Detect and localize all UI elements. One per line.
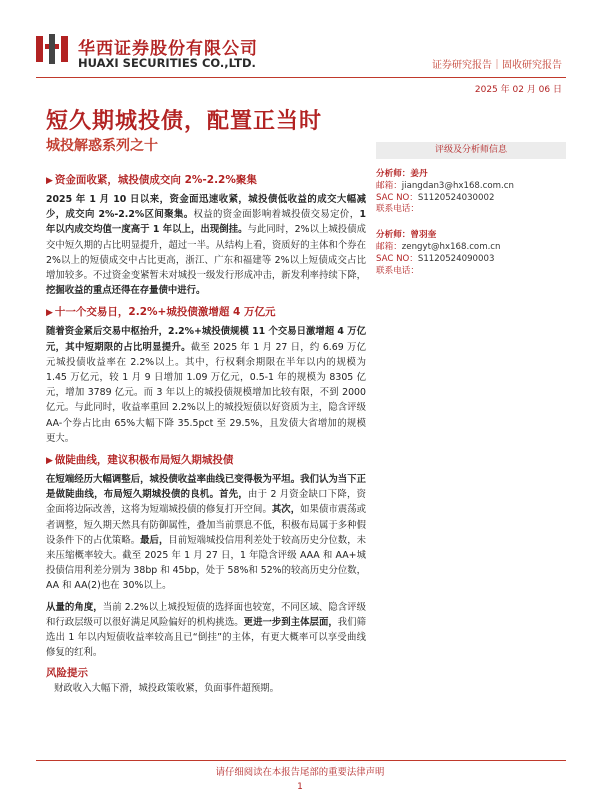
report-date: 2025 年 02 月 06 日 (474, 85, 562, 95)
report-body (46, 172, 366, 696)
text-run: 由于 2 月资金缺口下降，资金面将边际改善，这将为短端城投债的修复打开空间。 (46, 489, 366, 516)
bold-text-run: 挖掘收益的重点还得在存量债中进行。 (46, 285, 206, 297)
bold-text-run: 其次， (271, 504, 301, 516)
sac-number: S1120524030002 (417, 192, 495, 203)
triangle-bullet-icon: ▶ (46, 176, 53, 186)
sidebar-heading: 评级及分析师信息 (376, 142, 566, 159)
section-heading-text: 十一个交易日，2.2%+城投债激增超 4 万亿元 (54, 306, 276, 319)
section-heading (46, 304, 366, 321)
series-title: 城投解惑系列之十 (46, 138, 158, 154)
risk-heading: 风险提示 (46, 667, 88, 680)
header-divider (36, 77, 566, 78)
analyst-email[interactable]: zengyt@hx168.com.cn (401, 241, 501, 252)
report-header (0, 0, 600, 95)
email-label: 邮箱： (376, 180, 402, 191)
sac-label: SAC NO： (376, 253, 418, 264)
text-run: 目前短端城投信用利差处于较高历史分位数，未来压缩概率较大。截至 2025 年 1 月 27 日，1 年隐含评级 AAA 和 AA+城投债信用利差分别为 38bp 和 45bp，处于 58%和 52%的较高历史分位数，AA 和 AA(2)也在 30%以上。 (46, 534, 366, 592)
body-paragraph (46, 324, 366, 446)
risk-text: 财政收入大幅下滑，城投政策收紧，负面事件超预期。 (54, 683, 280, 695)
company-name-en: HUAXI SECURITIES CO.,LTD. (78, 56, 256, 70)
bold-text-run: 在短端经历大幅调整后，城投债收益率曲线已变得极为平坦。我们认为当下正是做陡曲线，布局短久期城投债的良机。首先， (46, 474, 366, 501)
analyst-card (376, 169, 566, 216)
analyst-card (376, 230, 566, 277)
body-paragraph (46, 192, 366, 298)
sac-number: S1120524090003 (417, 253, 495, 264)
page-number: 1 (297, 782, 303, 792)
text-run: 与此同时，2%以上城投债成交中短久期的占比明显提升，超过一半。从结构上看，资质好的主体和个券在 2%以上的短债成交中占比更高，浙江、广东和福建等 2%以上短债成交占比增加较多。不过资金变紧暂未对城投一级发行形成冲击，新发利率持续下降， (46, 224, 366, 282)
analyst-name: 分析师：曾羽奎 (376, 230, 437, 241)
section-heading-text: 资金面收紧，城投债成交向 2%-2.2%聚集 (54, 174, 257, 186)
sections-container (46, 172, 366, 660)
company-name-cn: 华西证券股份有限公司 (78, 39, 258, 59)
section-heading-text: 做陡曲线，建议积极布局短久期城投债 (54, 454, 234, 467)
bold-text-run: 2025 年 1 月 10 日以来，资金面迅速收紧，城投债低收益的成交大幅减少，成交向 2%-2.2%区间聚集。 (46, 194, 366, 221)
email-label: 邮箱： (376, 241, 402, 252)
analyst-sidebar (376, 142, 566, 277)
analyst-name: 分析师：姜丹 (376, 169, 428, 179)
bold-text-run: 最后， (140, 534, 169, 546)
text-run: 权益的资金面影响着城投债交易定价， (193, 209, 360, 221)
body-paragraph (46, 472, 366, 594)
bold-text-run: 随着资金紧后交易中枢抬升，2.2%+城投债规模 11 个交易日激增超 4 万亿元，其中短期限的占比明显提升。 (46, 326, 366, 353)
phone-label: 联系电话： (376, 204, 419, 215)
footer-divider (36, 760, 566, 761)
section-heading (46, 452, 366, 469)
triangle-bullet-icon: ▶ (46, 308, 53, 319)
analyst-email[interactable]: jiangdan3@hx168.com.cn (401, 180, 514, 191)
text-run: 我们筛选出 1 年以内短债收益率较高且已“倒挂”的主体，有更大概率可以享受曲线修复的红利。 (46, 616, 366, 659)
triangle-bullet-icon: ▶ (46, 456, 53, 467)
report-title: 短久期城投债，配置正当时 (46, 109, 323, 134)
bold-text-run: 更进一步到主体层面， (243, 616, 338, 628)
phone-label: 联系电话： (376, 265, 419, 276)
text-run: 截至 2025 年 1 月 27 日，约 6.69 万亿元城投债收益率在 2.2%以上。其中，行权剩余期限在半年以内的规模为 1.45 万亿元，较 1 月 9 日增加 1.09 万亿元，0.5-1 年的规模为 8305 亿元，增加 3789 亿元。而 3 年以上的城投债规模增加比较有限，不到 2000 亿元。与此同时，收益率重回 2.2%以上的城投短债以好资质为主，隐含评级 AA-个券占比由 65%大幅下降 35.5pct 至 29.5%，且发债大省增加的规模更大。 (46, 341, 366, 444)
section-heading (46, 172, 366, 189)
bold-text-run: 从量的角度， (46, 601, 103, 613)
bold-text-run: 1 年以内成交均值一度高于 1 年以上，出现倒挂。 (46, 209, 366, 236)
text-run: 如果债市震荡或者调整，短久期天然具有防御属性，叠加当前票息不低，积极布局属于多种假设条件下的占优策略。 (46, 504, 366, 546)
legal-notice: 请仔细阅读在本报告尾部的重要法律声明 (215, 767, 385, 778)
huaxi-logo-icon (36, 34, 68, 64)
text-run: 当前 2.2%以上城投短债的选择面也较宽，不同区域、隐含评级和行政层级可以很好满足风险偏好的机构挑选。 (46, 601, 366, 628)
report-type: 证券研究报告｜固收研究报告 (432, 60, 562, 71)
body-paragraph (46, 600, 366, 661)
sac-label: SAC NO： (376, 192, 418, 203)
